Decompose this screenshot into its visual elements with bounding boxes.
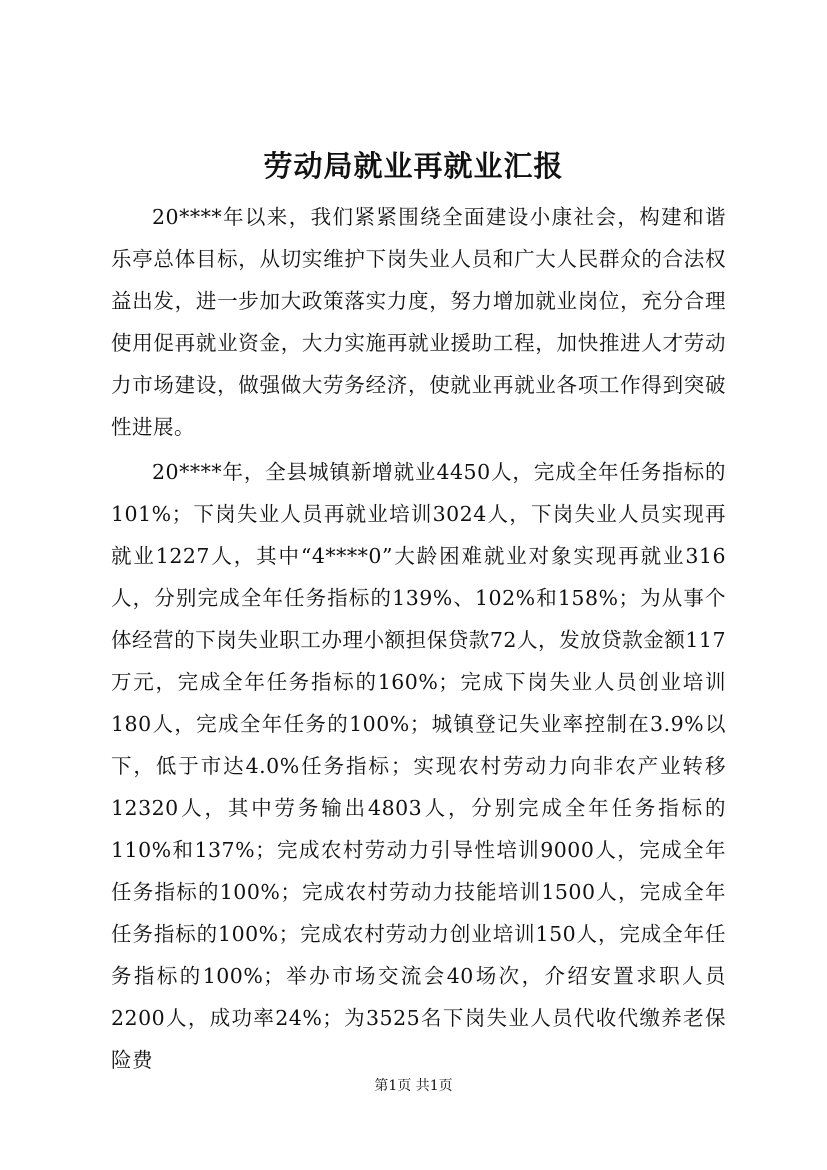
- document-title: 劳动局就业再就业汇报: [263, 149, 564, 183]
- page-number-footer: 第1页 共1页: [374, 1078, 453, 1094]
- paragraph-statistics: 20****年，全县城镇新增就业4450人，完成全年任务指标的101%；下岗失业人员再就业培训3024人，下岗失业人员实现再就业1227人，其中“4****0”大龄困难就业对象实现再就业316人，分别完成全年任务指标的139%、102%和158%；为从事个体经营的下岗失业职工办理小额担保贷款72人，发放贷款金额117万元，完成全年任务指标的160%；完成下岗失业人员创业培训180人，完成全年任务的100%；城镇登记失业率控制在3.9%以下，低于市达4.0%任务指标；实现农村劳动力向非农产业转移12320人，其中劳务输出4803人，分别完成全年任务指标的110%和137%；完成农村劳动力引导性培训9000人，完成全年任务指标的100%；完成农村劳动力技能培训1500人，完成全年任务指标的100%；完成农村劳动力创业培训150人，完成全年任务指标的100%；举办市场交流会40场次，介绍安置求职人员2200人，成功率24%；为3525名下岗失业人员代收代缴养老保险费: [111, 460, 726, 1072]
- document-body: [111, 196, 726, 1081]
- paragraph-intro: 20****年以来，我们紧紧围绕全面建设小康社会，构建和谐乐亭总体目标，从切实维护下岗失业人员和广大人民群众的合法权益出发，进一步加大政策落实力度，努力增加就业岗位，充分合理使用促再就业资金，大力实施再就业援助工程，加快推进人才劳动力市场建设，做强做大劳务经济，使就业再就业各项工作得到突破性进展。: [111, 205, 726, 439]
